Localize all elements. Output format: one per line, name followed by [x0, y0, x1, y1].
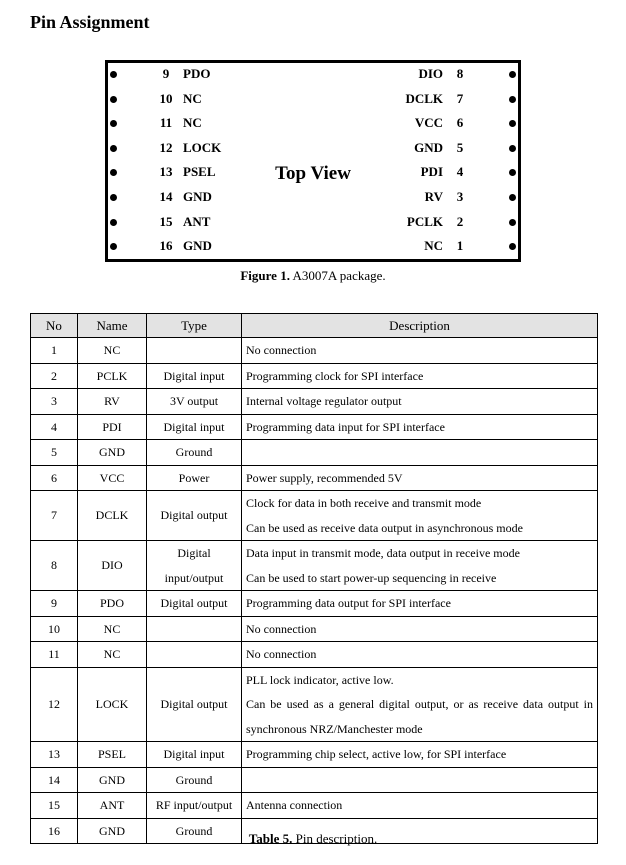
figure-caption-label: Figure 1. [240, 268, 290, 283]
pin-dot-icon [509, 96, 516, 103]
description-line: Data input in transmit mode, data output in receive mode [246, 546, 520, 560]
cell-description [242, 642, 598, 668]
cell-type [147, 541, 242, 591]
pin-dot-icon [509, 194, 516, 201]
cell-no: 10 [31, 616, 78, 642]
pin-number: 7 [456, 90, 464, 106]
table-row [31, 667, 598, 742]
type-line: Digital output [160, 596, 228, 610]
type-line: Digital input [163, 368, 225, 383]
cell-type [147, 616, 242, 642]
description-line: Antenna connection [246, 798, 343, 812]
cell-description [242, 591, 598, 617]
pin-dot-icon [110, 96, 117, 103]
pin-name: NC [183, 115, 202, 131]
table-row [31, 616, 598, 642]
cell-type [147, 767, 242, 793]
table-row [31, 591, 598, 617]
pin-dot-icon [110, 219, 117, 226]
pin-name: RV [424, 189, 443, 204]
cell-name: GND [78, 440, 147, 466]
cell-type [147, 793, 242, 819]
cell-type [147, 465, 242, 491]
pin-number: 9 [162, 66, 170, 81]
pin-name: NC [424, 238, 443, 254]
cell-type [147, 642, 242, 668]
pin-name: ANT [183, 213, 211, 229]
cell-description [242, 742, 598, 768]
description-line: Can be used to start power-up sequencing in receive [246, 570, 497, 585]
table-row [31, 541, 598, 591]
table-row [31, 793, 598, 819]
cell-type [147, 440, 242, 466]
description-line: Can be used as a general digital output, or as receive data output in synchronous NRZ/Manchester mode [246, 697, 593, 736]
cell-name: GND [78, 767, 147, 793]
cell-name: RV [78, 389, 147, 415]
table-caption-label: Table 5. [248, 831, 293, 846]
cell-description [242, 793, 598, 819]
cell-no: 7 [31, 491, 78, 541]
pin-number: 5 [456, 139, 464, 155]
table-row [31, 465, 598, 491]
type-line: Digital input [163, 419, 225, 434]
table-body [31, 338, 598, 844]
description-line: Programming data output for SPI interface [246, 596, 451, 610]
cell-description [242, 667, 598, 742]
cell-type [147, 742, 242, 768]
cell-type [147, 491, 242, 541]
pin-number: 1 [456, 238, 464, 254]
pin-name: NC [183, 90, 202, 106]
cell-no: 14 [31, 767, 78, 793]
pin-number: 10 [159, 90, 173, 106]
description-line: No connection [246, 621, 317, 636]
cell-name: PCLK [78, 363, 147, 389]
type-line: Digital output [160, 697, 228, 711]
cell-no: 5 [31, 440, 78, 466]
table-header-row [31, 314, 598, 338]
description-line: Internal voltage regulator output [246, 394, 402, 408]
cell-name: NC [78, 616, 147, 642]
pin-name: GND [414, 139, 443, 155]
pin-dot-icon [509, 145, 516, 152]
page-heading: Pin Assignment [30, 12, 150, 32]
cell-no: 12 [31, 667, 78, 742]
header-type: Type [147, 314, 242, 338]
pin-name: DCLK [405, 90, 443, 106]
type-line: 3V output [169, 394, 219, 408]
description-line: PLL lock indicator, active low. [246, 672, 394, 687]
table-row [31, 742, 598, 768]
pin-name: GND [183, 238, 212, 254]
cell-name: NC [78, 338, 147, 364]
pin-name: DIO [418, 66, 443, 81]
pin-dot-icon [509, 219, 516, 226]
description-line: Programming data input for SPI interface [246, 419, 445, 434]
pin-number: 8 [456, 66, 464, 81]
description-line: Programming chip select, active low, for SPI interface [246, 747, 507, 761]
cell-description [242, 338, 598, 364]
cell-name: PDI [78, 414, 147, 440]
pin-number: 11 [159, 115, 173, 131]
cell-name: DIO [78, 541, 147, 591]
cell-name: LOCK [78, 667, 147, 742]
cell-no: 1 [31, 338, 78, 364]
header-description: Description [242, 314, 598, 338]
cell-name: PSEL [78, 742, 147, 768]
type-line: RF input/output [155, 798, 233, 812]
type-line: Digital [177, 546, 211, 560]
cell-no: 8 [31, 541, 78, 591]
pin-number: 12 [159, 139, 173, 155]
cell-name: NC [78, 642, 147, 668]
figure-caption-text: A3007A package. [289, 268, 386, 283]
cell-name: DCLK [78, 491, 147, 541]
cell-name: GND [78, 818, 147, 844]
cell-no: 9 [31, 591, 78, 617]
pin-number: 13 [159, 164, 173, 180]
cell-type [147, 667, 242, 742]
table-row [31, 414, 598, 440]
pin-name: PDI [420, 164, 443, 180]
pin-dot-icon [110, 71, 117, 78]
cell-no: 11 [31, 642, 78, 668]
type-line: Digital input [163, 747, 225, 761]
cell-name: PDO [78, 591, 147, 617]
pin-dot-icon [509, 71, 516, 78]
top-view-label: Top View [275, 163, 351, 184]
cell-no: 3 [31, 389, 78, 415]
pin-name: PSEL [183, 164, 216, 180]
cell-description [242, 491, 598, 541]
cell-description [242, 541, 598, 591]
type-line: Digital output [160, 508, 228, 523]
table-row [31, 338, 598, 364]
cell-type [147, 389, 242, 415]
cell-no: 6 [31, 465, 78, 491]
header-no: No [31, 314, 78, 338]
cell-description [242, 440, 598, 466]
pin-number: 16 [159, 238, 173, 254]
cell-description [242, 465, 598, 491]
table-row [31, 389, 598, 415]
description-line: No connection [246, 343, 317, 357]
description-line: Can be used as receive data output in asynchronous mode [246, 520, 523, 535]
pin-dot-icon [110, 145, 117, 152]
cell-type [147, 363, 242, 389]
cell-name: VCC [78, 465, 147, 491]
table-row [31, 363, 598, 389]
pin-number: 6 [456, 115, 464, 131]
pin-number: 3 [456, 189, 464, 204]
cell-description [242, 414, 598, 440]
pin-name: LOCK [183, 139, 222, 155]
pin-number: 2 [456, 213, 464, 229]
cell-description [242, 616, 598, 642]
cell-no: 15 [31, 793, 78, 819]
cell-no: 13 [31, 742, 78, 768]
pin-name: PDO [183, 66, 211, 81]
cell-description [242, 363, 598, 389]
table-caption-text: Pin description. [292, 831, 378, 846]
pin-number: 4 [456, 164, 464, 180]
pin-description-table [30, 313, 598, 844]
pin-name: GND [183, 189, 212, 204]
figure-caption [0, 268, 626, 284]
table-caption [0, 831, 626, 847]
type-line: Ground [175, 445, 213, 459]
table-row [31, 440, 598, 466]
cell-description [242, 389, 598, 415]
cell-type [147, 414, 242, 440]
cell-name: ANT [78, 793, 147, 819]
cell-type [147, 591, 242, 617]
cell-description [242, 767, 598, 793]
type-line: Ground [175, 823, 213, 838]
pin-number: 14 [159, 189, 173, 204]
cell-no: 16 [31, 818, 78, 844]
description-line: Programming clock for SPI interface [246, 368, 424, 383]
description-line: Clock for data in both receive and transmit mode [246, 496, 482, 510]
type-line: input/output [164, 570, 224, 585]
pin-dot-icon [110, 194, 117, 201]
table-row [31, 642, 598, 668]
table-row [31, 767, 598, 793]
cell-type [147, 338, 242, 364]
cell-no: 2 [31, 363, 78, 389]
description-line: Power supply, recommended 5V [246, 470, 403, 485]
type-line: Power [178, 470, 210, 485]
table-row [31, 491, 598, 541]
cell-no: 4 [31, 414, 78, 440]
description-line: No connection [246, 647, 317, 661]
pin-number: 15 [159, 213, 173, 229]
header-name: Name [78, 314, 147, 338]
type-line: Ground [175, 772, 213, 787]
pin-name: PCLK [406, 213, 443, 229]
pin-name: VCC [414, 115, 443, 131]
